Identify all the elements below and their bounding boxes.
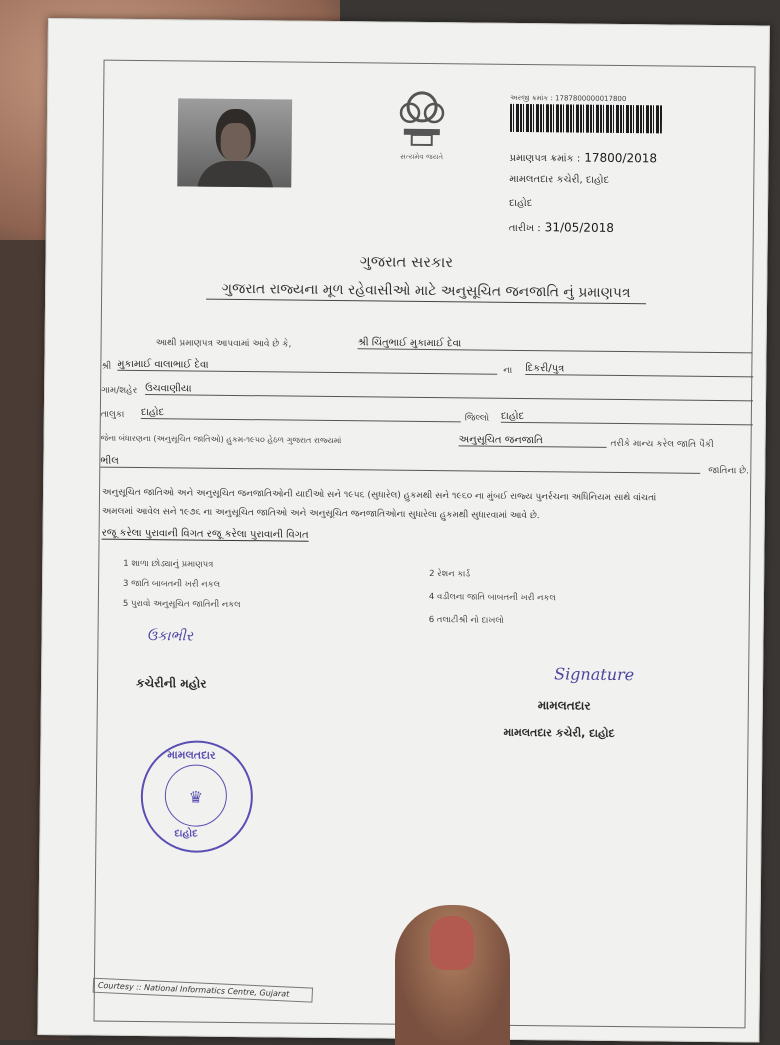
- taluka-value: દાહોદ: [141, 407, 461, 422]
- intro-label: આથી પ્રમાણપત્ર આપવામાં આવે છે કે,: [155, 338, 292, 350]
- father-prefix: શ્રી: [101, 361, 112, 372]
- applicant-name: શ્રી ચિંતુભાઈ મુકામાઈ દેવા: [358, 337, 753, 353]
- office-stamp: મામલતદાર ♛ દાહોદ: [140, 740, 253, 853]
- officer-signature: Signature: [554, 664, 635, 685]
- office-line-2: દાહોદ: [509, 197, 533, 210]
- officer-title: મામલતદાર: [537, 698, 591, 713]
- handwritten-note: ઉકાભીર: [146, 628, 193, 645]
- village-label: ગામ/શહેર: [101, 385, 138, 396]
- legal-paragraph: અનુસૂચિત જાતિઓ અને અનુસૂચિત જનજાતિઓની યાદીઓ સને ૧૯૫૬ (સુધારેલ) હુકમથી સને ૧૯૬૦ ના મુંબઈ રાજ્ય પુનર્રચના અધિનિયમ સાથે વાંચતાં અમલમાં આવેલ સને ૧૯૭૬ ના અનુસૂચિત જાતિઓ અને અનુસૂચિત જનજાતિઓના સુધારેલા હુકમથી સુધારવામાં આવે છે.: [101, 487, 657, 522]
- list-item: 5 પુરાવો અનુસૂચિત જાતિની નકલ: [122, 598, 241, 611]
- courtesy-footer: Courtesy :: National Informatics Centre, Gujarat: [93, 978, 313, 1003]
- documents-left-list: [123, 554, 241, 615]
- list-item: 4 વડીલના જાતિ બાબતની ખરી નકલ: [428, 592, 556, 604]
- community-value: ભીલ: [100, 456, 700, 474]
- thumbnail-overlay: [430, 916, 474, 970]
- village-value: ઉચવાણીયા: [145, 383, 753, 401]
- caste-category: અનુસૂચિત જનજાતિ: [459, 434, 607, 448]
- list-item: 3 જાતિ બાબતની ખરી નકલ: [123, 578, 221, 590]
- father-name: મુકામાઈ વાલાભાઈ દેવા: [117, 359, 497, 375]
- certificate-number: પ્રમાણપત્ર ક્રમાંક : 17800/2018: [509, 150, 658, 166]
- applicant-photo: [177, 98, 292, 187]
- documents-heading: રજૂ કરેલા પુરાવાની વિગત રજૂ કરેલા પુરાવાની વિગત: [101, 527, 309, 541]
- issue-date: તારીખ : 31/05/2018: [508, 220, 614, 235]
- stamp-emblem-icon: ♛: [188, 787, 204, 807]
- national-emblem-icon: [392, 85, 453, 156]
- officer-office: મામલતદાર કચેરી, દાહોદ: [503, 725, 615, 740]
- caste-suffix: તરીકે માન્ય કરેલ જાતિ પૈકી: [610, 438, 714, 450]
- government-title: ગુજરાત સરકાર: [359, 252, 454, 272]
- list-item: 1 શાળા છોડ્યાનું પ્રમાણપત્ર: [123, 558, 214, 570]
- community-suffix: જાતિના છે.: [708, 465, 750, 477]
- office-seal-label: કચેરીની મહોર: [135, 675, 207, 691]
- certificate-border: [93, 60, 755, 1029]
- taluka-label: તાલુકા: [100, 409, 125, 420]
- relation-label: ના: [503, 365, 513, 376]
- list-item: 6 તલાટીશ્રી નો દાખલો: [428, 615, 504, 626]
- barcode-label: અરજી ક્રમાંક : 1787800000017800: [510, 93, 627, 104]
- list-item: 2 રેશન કાર્ડ: [429, 569, 471, 580]
- office-line-1: મામલતદાર કચેરી, દાહોદ: [509, 173, 610, 186]
- relation-value: દિકરી/પુત્ર: [525, 363, 753, 377]
- certificate-title: ગુજરાત રાજ્યના મૂળ રહેવાસીઓ માટે અનુસૂચિત જનજાતિ નું પ્રમાણપત્ર: [206, 281, 646, 305]
- emblem-caption: સત્યમેવ જયતે: [400, 152, 444, 162]
- district-label: જિલ્લો: [464, 413, 490, 424]
- district-value: દાહોદ: [501, 411, 753, 426]
- certificate-page: [37, 18, 770, 1043]
- caste-label: જેના બંધારણના (અનુસૂચિત જાતિઓ) હુકમ-૧૯૫૦ હેઠળ ગુજરાત રાજ્યમાં: [100, 433, 342, 446]
- documents-right-list: [429, 563, 557, 633]
- barcode: [510, 104, 662, 134]
